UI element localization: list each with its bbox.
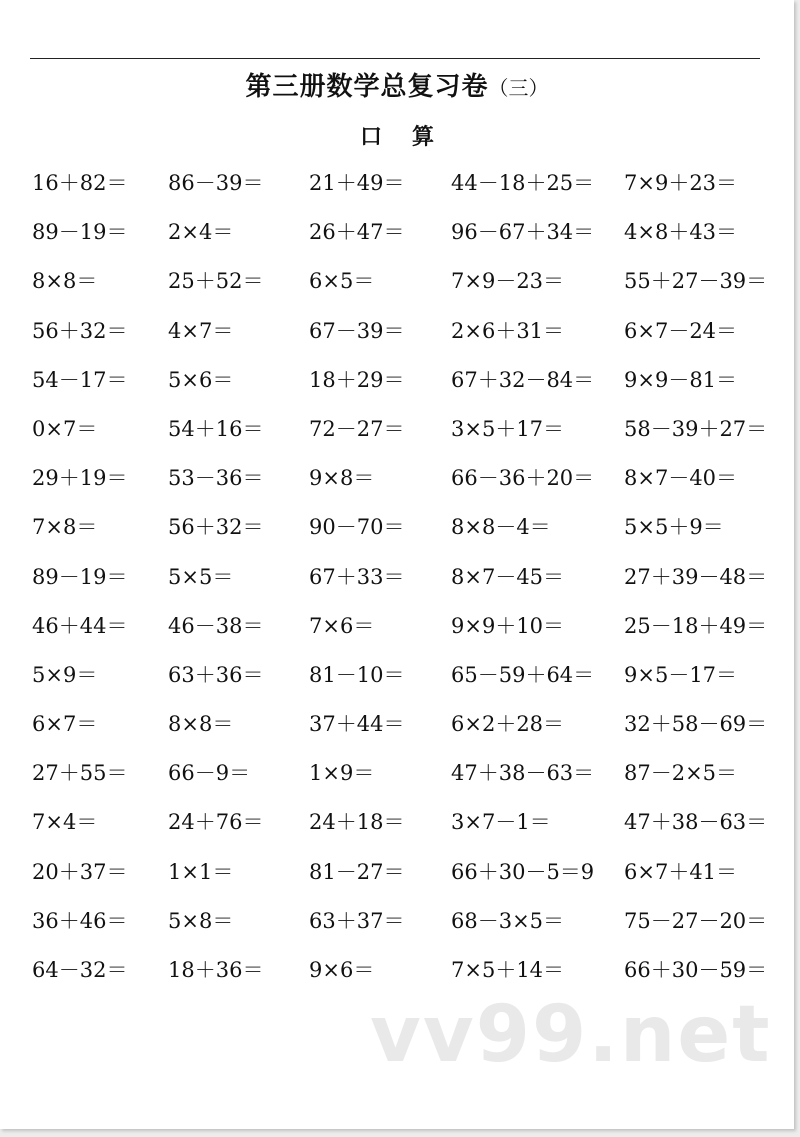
- problem-item: 18＋36＝: [168, 958, 264, 982]
- problem-row: [32, 266, 772, 315]
- problem-item: 6×7－24＝: [624, 318, 738, 343]
- problem-item: 18＋29＝: [309, 367, 405, 392]
- problem-item: 27＋39－48＝: [624, 564, 768, 589]
- problem-row: [32, 562, 772, 611]
- problem-row: [32, 414, 772, 463]
- problem-item: 7×8＝: [32, 515, 98, 540]
- problem-item: 32＋58－69＝: [624, 712, 768, 737]
- problem-item: 7×9－23＝: [451, 269, 565, 294]
- problem-item: 89－19＝: [32, 564, 128, 589]
- problem-item: 64－32＝: [32, 958, 128, 982]
- problem-item: 7×9＋23＝: [624, 171, 738, 195]
- problem-row: [32, 217, 772, 266]
- problem-item: 2×6＋31＝: [451, 318, 565, 343]
- problem-item: 67＋33＝: [309, 564, 405, 589]
- problem-item: 58－39＋27＝: [624, 416, 768, 441]
- problem-item: 47＋38－63＝: [624, 810, 768, 835]
- problem-item: 54－17＝: [32, 367, 128, 392]
- problem-item: 25－18＋49＝: [624, 613, 768, 638]
- problem-item: 66＋30－5＝9: [451, 859, 595, 884]
- problem-item: 6×7＝: [32, 712, 98, 737]
- problem-item: 55＋27－39＝: [624, 269, 768, 294]
- problem-item: 44－18＋25＝: [451, 171, 595, 195]
- problem-item: 6×7＋41＝: [624, 859, 738, 884]
- problem-item: 8×8－4＝: [451, 515, 551, 540]
- problem-item: 1×1＝: [168, 859, 234, 884]
- problem-item: 56＋32＝: [168, 515, 264, 540]
- problem-item: 72－27＝: [309, 416, 405, 441]
- problem-item: 5×9＝: [32, 662, 98, 687]
- problem-item: 26＋47＝: [309, 220, 405, 245]
- problem-item: 0×7＝: [32, 416, 98, 441]
- problem-row: [32, 709, 772, 758]
- problem-item: 24＋18＝: [309, 810, 405, 835]
- problem-row: [32, 512, 772, 561]
- problem-item: 27＋55＝: [32, 761, 128, 786]
- problem-item: 5×5＋9＝: [624, 515, 724, 540]
- problem-item: 47＋38－63＝: [451, 761, 595, 786]
- problem-row: [32, 807, 772, 856]
- problem-item: 16＋82＝: [32, 171, 128, 195]
- problem-item: 53－36＝: [168, 466, 264, 491]
- problem-item: 7×5＋14＝: [451, 958, 565, 982]
- problem-item: 8×7－40＝: [624, 466, 738, 491]
- top-rule: [30, 58, 760, 59]
- problem-item: 8×8＝: [32, 269, 98, 294]
- problem-item: 63＋37＝: [309, 908, 405, 933]
- problem-item: 65－59＋64＝: [451, 662, 595, 687]
- problem-row: [32, 316, 772, 365]
- problem-item: 25＋52＝: [168, 269, 264, 294]
- problem-item: 1×9＝: [309, 761, 375, 786]
- problem-item: 6×5＝: [309, 269, 375, 294]
- problem-item: 81－10＝: [309, 662, 405, 687]
- problem-item: 67－39＝: [309, 318, 405, 343]
- problem-row: [32, 857, 772, 906]
- problem-item: 4×7＝: [168, 318, 234, 343]
- section-heading: 口算: [359, 124, 464, 150]
- problem-item: 9×5－17＝: [624, 662, 738, 687]
- problem-item: 63＋36＝: [168, 662, 264, 687]
- problem-row: [32, 611, 772, 660]
- problem-item: 75－27－20＝: [624, 908, 768, 933]
- problem-item: 56＋32＝: [32, 318, 128, 343]
- problem-item: 37＋44＝: [309, 712, 405, 737]
- problem-item: 36＋46＝: [32, 908, 128, 933]
- problem-item: 66－9＝: [168, 761, 251, 786]
- problem-item: 90－70＝: [309, 515, 405, 540]
- problem-item: 89－19＝: [32, 220, 128, 245]
- problem-row: [32, 906, 772, 955]
- problem-row: [32, 168, 772, 217]
- problem-item: 96－67＋34＝: [451, 220, 595, 245]
- problem-item: 46＋44＝: [32, 613, 128, 638]
- problem-item: 4×8＋43＝: [624, 220, 738, 245]
- problem-item: 87－2×5＝: [624, 761, 738, 786]
- problem-item: 9×6＝: [309, 958, 375, 982]
- problem-item: 9×8＝: [309, 466, 375, 491]
- problem-item: 3×5＋17＝: [451, 416, 565, 441]
- problem-item: 67＋32－84＝: [451, 367, 595, 392]
- problem-item: 66－36＋20＝: [451, 466, 595, 491]
- problem-item: 81－27＝: [309, 859, 405, 884]
- watermark: vv99.net: [370, 990, 772, 1080]
- problem-item: 5×8＝: [168, 908, 234, 933]
- problem-row: [32, 758, 772, 807]
- problem-item: 6×2＋28＝: [451, 712, 565, 737]
- problem-item: 7×4＝: [32, 810, 98, 835]
- problem-item: 24＋76＝: [168, 810, 264, 835]
- title-text: 第三册数学总复习卷: [245, 72, 489, 102]
- problem-item: 9×9－81＝: [624, 367, 738, 392]
- problem-grid: [32, 168, 772, 1004]
- problem-item: 8×7－45＝: [451, 564, 565, 589]
- problem-row: [32, 660, 772, 709]
- title-suffix: （三）: [488, 76, 549, 100]
- problem-item: 68－3×5＝: [451, 908, 565, 933]
- problem-row: [32, 365, 772, 414]
- problem-item: 21＋49＝: [309, 171, 405, 195]
- problem-item: 46－38＝: [168, 613, 264, 638]
- problem-item: 54＋16＝: [168, 416, 264, 441]
- problem-item: 5×5＝: [168, 564, 234, 589]
- problem-item: 86－39＝: [168, 171, 264, 195]
- problem-item: 66＋30－59＝: [624, 958, 768, 982]
- page-title: [0, 66, 794, 103]
- problem-item: 29＋19＝: [32, 466, 128, 491]
- problem-item: 2×4＝: [168, 220, 234, 245]
- problem-item: 9×9＋10＝: [451, 613, 565, 638]
- problem-item: 5×6＝: [168, 367, 234, 392]
- problem-row: [32, 463, 772, 512]
- problem-item: 3×7－1＝: [451, 810, 551, 835]
- problem-item: 7×6＝: [309, 613, 375, 638]
- problem-item: 20＋37＝: [32, 859, 128, 884]
- problem-item: 8×8＝: [168, 712, 234, 737]
